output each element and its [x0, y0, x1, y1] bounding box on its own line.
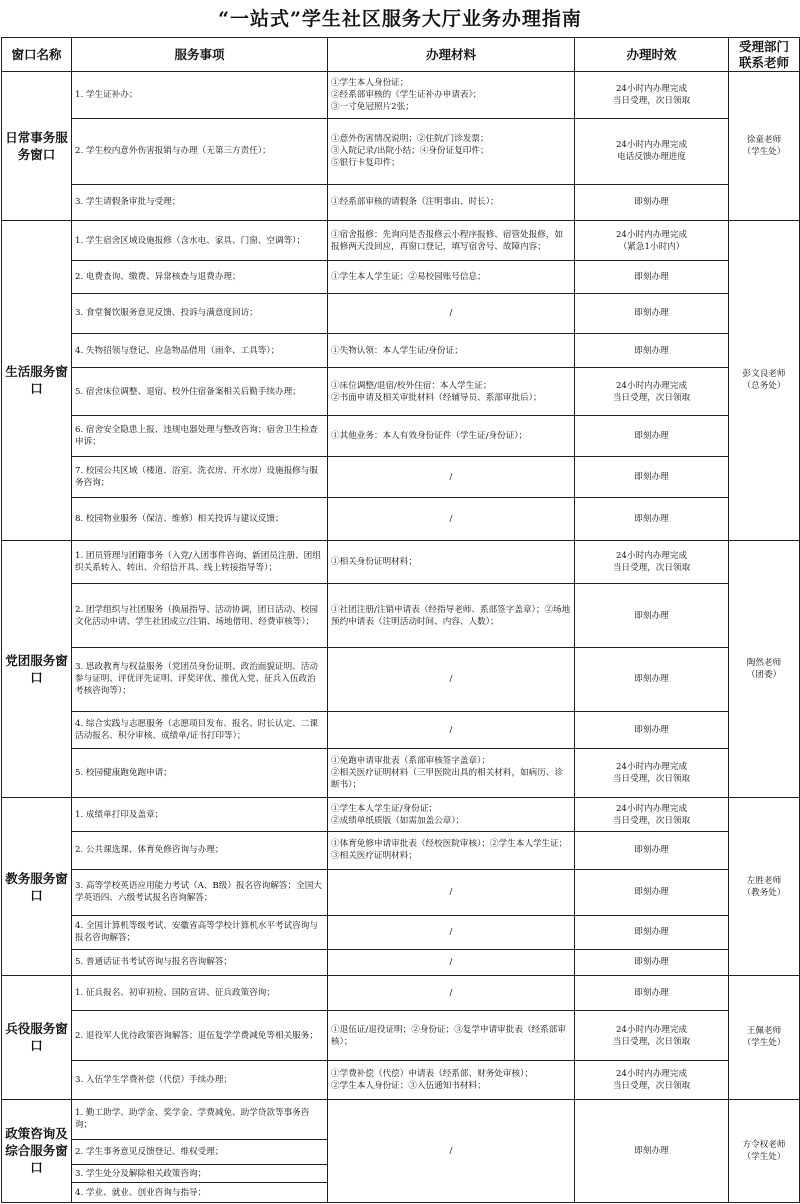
contact-teacher: 彭文良老师 （总务处） [729, 220, 800, 540]
service-item: 2. 学生校内意外伤害报销与办理（无第三方责任）； [72, 118, 328, 184]
time-cell: 即刻办理 [575, 497, 729, 540]
service-item: 2. 学生事务意见反馈登记、维权受理； [72, 1139, 328, 1164]
materials-cell: ①经系部审核的请假条（注明事由、时长）； [328, 185, 575, 221]
header-contact: 受理部门 联系老师 [729, 38, 800, 72]
materials-cell: ①学生本人学生证；②易校园账号信息； [328, 261, 575, 294]
service-item: 7. 校园公共区域（楼道、浴室、洗衣房、开水房）设施报修与服务咨询； [72, 457, 328, 498]
table-row [2, 497, 800, 540]
table-row [2, 798, 800, 832]
header-window: 窗口名称 [2, 38, 72, 72]
time-cell: 即刻办理 [575, 261, 729, 294]
table-row [2, 749, 800, 798]
materials-cell: ①床位调整/退宿/校外住宿：本人学生证； ②书面申请及相关审批材料（经辅导员、系部审批后）； [328, 368, 575, 416]
materials-cell: / [328, 869, 575, 915]
table-row [2, 294, 800, 334]
materials-cell: / [328, 497, 575, 540]
table-row [2, 950, 800, 975]
time-cell: 24小时内办理完成 当日受理，次日领取 [575, 1061, 729, 1100]
table-body [2, 72, 800, 1203]
service-item: 1. 征兵报名、初审初检、国防宣讲、征兵政策咨询； [72, 975, 328, 1011]
table-row [2, 457, 800, 498]
materials-cell: / [328, 647, 575, 711]
service-item: 3. 学生处分及解除相关政策咨询； [72, 1165, 328, 1183]
service-item: 5. 校园健康跑免跑申请； [72, 749, 328, 798]
materials-cell: ①退伍证/退役证明；②身份证；③复学申请审批表（经系部审核）； [328, 1011, 575, 1061]
service-item: 5. 宿舍床位调整、退宿、校外住宿备案相关后勤手续办理； [72, 368, 328, 416]
service-item: 3. 学生请假条审批与受理； [72, 185, 328, 221]
table-row [2, 915, 800, 950]
materials-cell: ①社团注册/注销申请表（经指导老师、系部签字盖章）；②场地预约申请表（注明活动时间、内容、人数）； [328, 584, 575, 647]
service-item: 2. 公共课选课、体育免修咨询与办理； [72, 831, 328, 869]
contact-teacher: 王佩老师 （学生处） [729, 975, 800, 1099]
time-cell: 24小时内办理完成 当日受理，次日领取 [575, 749, 729, 798]
time-cell: 即刻办理 [575, 975, 729, 1011]
materials-cell: ①失物认领：本人学生证/身份证； [328, 333, 575, 368]
service-item: 6. 宿舍安全隐患上报、违规电器处理与整改咨询；宿舍卫生检查申诉； [72, 416, 328, 457]
materials-cell: ①学生本人身份证； ②经系部审核的《学生证补办申请表》； ③一寸免冠照片2张； [328, 72, 575, 119]
contact-teacher: 左胜老师 （教务处） [729, 798, 800, 975]
contact-teacher: 方令权老师 （学生处） [729, 1099, 800, 1202]
time-cell: 24小时内办理完成 电话反馈办理进度 [575, 118, 729, 184]
time-cell: 即刻办理 [575, 457, 729, 498]
window-name: 生活服务窗口 [2, 220, 72, 540]
contact-teacher: 徐童老师 （学生处） [729, 72, 800, 221]
materials-cell: ①其他业务：本人有效身份证件（学生证/身份证）； [328, 416, 575, 457]
service-item: 1. 勤工助学、助学金、奖学金、学费减免、助学贷款等事务咨询； [72, 1099, 328, 1139]
materials-cell: / [328, 950, 575, 975]
time-cell: 24小时内办理完成 当日受理，次日领取 [575, 72, 729, 119]
materials-cell: / [328, 294, 575, 334]
table-row [2, 416, 800, 457]
time-cell: 即刻办理 [575, 185, 729, 221]
materials-cell: / [328, 975, 575, 1011]
time-cell: 即刻办理 [575, 950, 729, 975]
materials-cell: ①体育免修申请审批表（经校医院审核）；②学生本人学生证；③相关医疗证明材料； [328, 831, 575, 869]
header-materials: 办理材料 [328, 38, 575, 72]
table-row [2, 647, 800, 711]
header-time: 办理时效 [575, 38, 729, 72]
service-item: 1. 成绩单打印及盖章； [72, 798, 328, 832]
header-row [2, 38, 800, 72]
table-row [2, 584, 800, 647]
window-name: 日常事务服务窗口 [2, 72, 72, 221]
time-cell: 24小时内办理完成 （紧急1小时内） [575, 220, 729, 261]
time-cell: 24小时内办理完成 当日受理，次日领取 [575, 798, 729, 832]
table-row [2, 261, 800, 294]
materials-cell: ①学生本人学生证/身份证； ②成绩单纸质版（如需加盖公章）； [328, 798, 575, 832]
materials-cell: ①宿舍报修：先询问是否报修云小程序报修、宿管处报修，如报修两天没回应，再窗口登记，填写宿舍号、故障内容； [328, 220, 575, 261]
table-row [2, 333, 800, 368]
time-cell: 即刻办理 [575, 711, 729, 749]
window-name: 兵役服务窗口 [2, 975, 72, 1099]
materials-cell: / [328, 1099, 575, 1202]
table-row [2, 1099, 800, 1139]
service-guide-table [1, 37, 800, 1203]
window-name: 政策咨询及综合服务窗口 [2, 1099, 72, 1202]
table-row [2, 118, 800, 184]
service-item: 3. 思政教育与权益服务（党团员身份证明、政治面貌证明、活动参与证明、评优评先证明、评奖评优、推优入党、征兵入伍政治考核咨询等）； [72, 647, 328, 711]
time-cell: 即刻办理 [575, 831, 729, 869]
service-item: 3. 高等学校英语应用能力考试（A、B级）报名咨询解答；全国大学英语四、六级考试报名咨询解答； [72, 869, 328, 915]
table-row [2, 1011, 800, 1061]
service-item: 1. 团员管理与团籍事务（入党/入团事件咨询、新团员注册、团组织关系转入、转出、介绍信开具、线上转接指导等）； [72, 540, 328, 584]
time-cell: 即刻办理 [575, 294, 729, 334]
table-row [2, 975, 800, 1011]
service-item: 3. 食堂餐饮服务意见反馈、投诉与满意度回访； [72, 294, 328, 334]
service-item: 4. 失物招领与登记、应急物品借用（雨伞、工具等）； [72, 333, 328, 368]
materials-cell: / [328, 915, 575, 950]
service-item: 1. 学生宿舍区域设施报修（含水电、家具、门窗、空调等）； [72, 220, 328, 261]
materials-cell: ①相关身份证明材料； [328, 540, 575, 584]
time-cell: 即刻办理 [575, 333, 729, 368]
service-item: 4. 全国计算机等级考试、安徽省高等学校计算机水平考试咨询与报名咨询解答； [72, 915, 328, 950]
table-row [2, 1061, 800, 1100]
table-row [2, 185, 800, 221]
table-row [2, 72, 800, 119]
time-cell: 即刻办理 [575, 1099, 729, 1202]
header-service: 服务事项 [72, 38, 328, 72]
service-item: 1. 学生证补办； [72, 72, 328, 119]
materials-cell: ①意外伤害情况说明；②住院/门诊发票； ③入院记录/出院小结；④身份证复印件； ⑤银行卡复印件； [328, 118, 575, 184]
service-item: 2. 退役军人优待政策咨询解答；退伍复学学费减免等相关服务； [72, 1011, 328, 1061]
service-item: 3. 入伍学生学费补偿（代偿）手续办理； [72, 1061, 328, 1100]
table-row [2, 711, 800, 749]
table-row [2, 869, 800, 915]
time-cell: 24小时内办理完成 当日受理，次日领取 [575, 368, 729, 416]
service-item: 5. 普通话证书考试咨询与报名咨询解答； [72, 950, 328, 975]
table-row [2, 540, 800, 584]
time-cell: 即刻办理 [575, 647, 729, 711]
page-title: “一站式”学生社区服务大厅业务办理指南 [218, 8, 582, 30]
materials-cell: ①学费补偿（代偿）申请表（经系部、财务处审核）； ②学生本人身份证；③入伍通知书材料； [328, 1061, 575, 1100]
service-item: 4. 学业、就业、创业咨询与指导； [72, 1183, 328, 1203]
service-item: 8. 校园物业服务（保洁、维修）相关投诉与建议反馈； [72, 497, 328, 540]
materials-cell: / [328, 457, 575, 498]
time-cell: 即刻办理 [575, 915, 729, 950]
time-cell: 24小时内办理完成 当日受理，次日领取 [575, 540, 729, 584]
contact-teacher: 陶然老师 （团委） [729, 540, 800, 798]
time-cell: 即刻办理 [575, 584, 729, 647]
table-row [2, 831, 800, 869]
window-name: 教务服务窗口 [2, 798, 72, 975]
service-item: 4. 综合实践与志愿服务（志愿项目发布、报名、时长认定、二课活动报名、积分审核、成绩单/证书打印等）； [72, 711, 328, 749]
materials-cell: / [328, 711, 575, 749]
time-cell: 即刻办理 [575, 869, 729, 915]
service-item: 2. 团学组织与社团服务（换届指导、活动协调，团日活动、校园文化活动申请、学生社团成立/注销、场地借用、经费审核等）； [72, 584, 328, 647]
table-row [2, 368, 800, 416]
window-name: 党团服务窗口 [2, 540, 72, 798]
time-cell: 即刻办理 [575, 416, 729, 457]
time-cell: 24小时内办理完成 当日受理，次日领取 [575, 1011, 729, 1061]
materials-cell: ①免跑申请审批表（系部审核签字盖章）； ②相关医疗证明材料（三甲医院出具的相关材料，如病历、诊断书）； [328, 749, 575, 798]
table-row [2, 220, 800, 261]
service-item: 2. 电费查询、缴费、异常核查与退费办理； [72, 261, 328, 294]
